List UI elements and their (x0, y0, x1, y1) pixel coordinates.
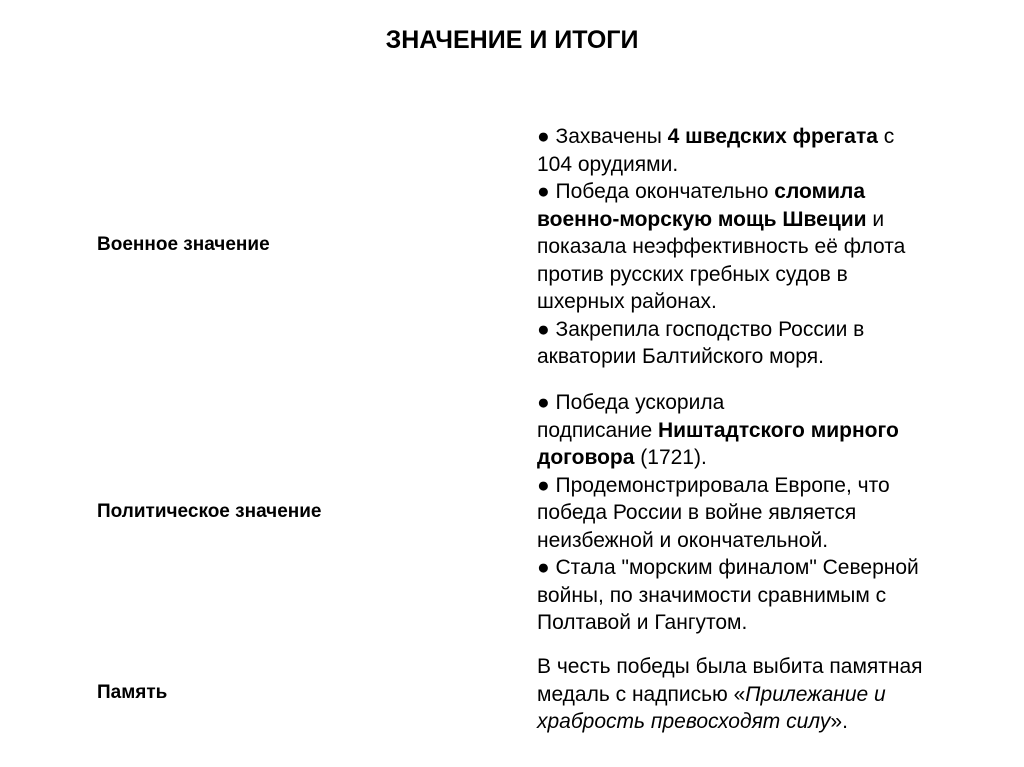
page-title: ЗНАЧЕНИЕ И ИТОГИ (385, 26, 639, 54)
text-span: ● Стала "морским финалом" Северной (537, 556, 919, 579)
text-span: ● Победа ускорила (537, 391, 725, 414)
text-span: ». (830, 710, 848, 733)
content-line (537, 288, 977, 316)
text-span: против русских гребных судов в (537, 262, 848, 286)
text-span: с (877, 125, 895, 148)
row-label-memory: Память (97, 682, 168, 703)
bold-text: военно-морскую мощь Швеции (537, 207, 867, 231)
content-line (537, 554, 977, 582)
content-line (537, 261, 977, 289)
row-content-military (537, 123, 977, 371)
content-line (537, 653, 977, 681)
text-span: и (866, 207, 885, 231)
text-span: войны, по значимости сравнимым с (537, 583, 887, 607)
content-line (537, 233, 977, 261)
content-line (537, 472, 977, 500)
content-line (537, 499, 977, 527)
text-span: 104 орудиями. (537, 152, 679, 176)
text-span: подписание (537, 418, 658, 442)
row-content-political (537, 389, 977, 637)
text-span: ● Победа окончательно (537, 180, 775, 203)
text-span: акватории Балтийского моря. (537, 345, 824, 368)
text-span: ● Закрепила господство России в (537, 317, 865, 341)
text-span: Полтавой и Гангутом. (537, 611, 748, 634)
text-span: (1721). (634, 446, 707, 469)
italic-text: храбрость превосходят силу (537, 710, 831, 733)
content-line (537, 681, 977, 709)
text-span: победа России в войне является (537, 501, 857, 524)
row-content-memory (537, 653, 977, 736)
content-line (537, 389, 977, 417)
text-span: медаль с надписью « (537, 682, 746, 706)
bold-text: сломила (774, 180, 866, 203)
content-line (537, 582, 977, 610)
bold-text: 4 шведских фрегата (667, 125, 878, 148)
row-label-political: Политическое значение (97, 501, 322, 522)
content-line (537, 316, 977, 344)
text-span: ● Захвачены (537, 125, 668, 148)
text-span: неизбежной и окончательной. (537, 528, 829, 552)
text-span: ● Продемонстрировала Европе, что (537, 473, 890, 497)
content-line (537, 527, 977, 555)
content-line (537, 206, 977, 234)
bold-text: договора (537, 446, 635, 469)
text-span: В честь победы была выбита памятная (537, 655, 923, 678)
content-line (537, 444, 977, 472)
content-line (537, 151, 977, 179)
content-line (537, 609, 977, 637)
text-span: шхерных районах. (537, 290, 717, 313)
italic-text: Прилежание и (745, 682, 886, 706)
content-line (537, 178, 977, 206)
bold-text: Ништадтского мирного (657, 418, 899, 442)
content-line (537, 123, 977, 151)
content-line (537, 343, 977, 371)
content-line (537, 417, 977, 445)
text-span: показала неэффективность её флота (537, 235, 906, 258)
content-line (537, 708, 977, 736)
row-label-military: Военное значение (97, 234, 270, 255)
